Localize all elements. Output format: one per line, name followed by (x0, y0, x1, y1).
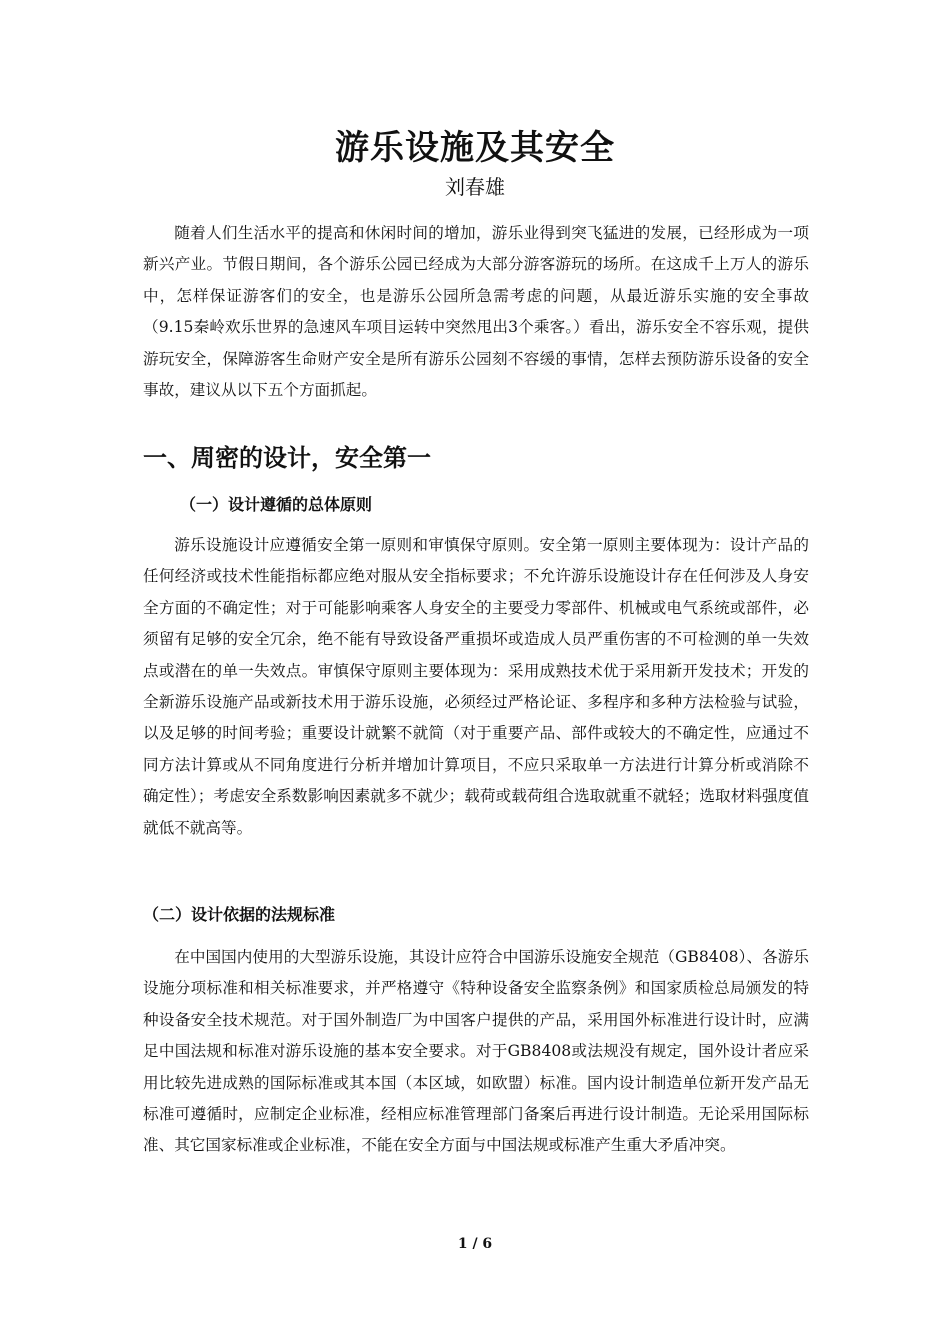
intro-paragraph: 随着人们生活水平的提高和休闲时间的增加，游乐业得到突飞猛进的发展，已经形成为一项新兴产业。节假日期间，各个游乐公园已经成为大部分游客游玩的场所。在这成千上万人的游乐中，怎样保证游客们的安全，也是游乐公园所急需考虑的问题，从最近游乐实施的安全事故（9.15秦岭欢乐世界的急速风车项目运转中突然甩出3个乘客。）看出，游乐安全不容乐观，提供游玩安全，保障游客生命财产安全是所有游乐公园刻不容缓的事情，怎样去预防游乐设备的安全事故，建议从以下五个方面抓起。 (143, 224, 809, 400)
document-author: 刘春雄 (445, 175, 505, 199)
page-number: 1 / 6 (457, 1236, 493, 1252)
document-title: 游乐设施及其安全 (335, 127, 615, 168)
subsection-heading-1: （一）设计遵循的总体原则 (180, 495, 373, 514)
subsection-heading-2: （二）设计依据的法规标准 (143, 905, 336, 924)
subsection-2-paragraph: 在中国国内使用的大型游乐设施，其设计应符合中国游乐设施安全规范（GB8408）、各游乐设施分项标准和相关标准要求，并严格遵守《特种设备安全监察条例》和国家质检总局颁发的特种设备安全技术规范。对于国外制造厂为中国客户提供的产品，采用国外标准进行设计时，应满足中国法规和标准对游乐设施的基本安全要求。对于GB8408或法规没有规定，国外设计者应采用比较先进成熟的国际标准或其本国（本区域，如欧盟）标准。国内设计制造单位新开发产品无标准可遵循时，应制定企业标准，经相应标准管理部门备案后再进行设计制造。无论采用国际标准、其它国家标准或企业标准，不能在安全方面与中国法规或标准产生重大矛盾冲突。 (143, 948, 809, 1155)
subsection-1-paragraph: 游乐设施设计应遵循安全第一原则和审慎保守原则。安全第一原则主要体现为：设计产品的任何经济或技术性能指标都应绝对服从安全指标要求；不允许游乐设施设计存在任何涉及人身安全方面的不确定性；对于可能影响乘客人身安全的主要受力零部件、机械或电气系统或部件，必须留有足够的安全冗余，绝不能有导致设备严重损坏或造成人员严重伤害的不可检测的单一失效点或潜在的单一失效点。审慎保守原则主要体现为：采用成熟技术优于采用新开发技术；开发的全新游乐设施产品或新技术用于游乐设施，必须经过严格论证、多程序和多种方法检验与试验，以及足够的时间考验；重要设计就繁不就简（对于重要产品、部件或较大的不确定性，应通过不同方法计算或从不同角度进行分析并增加计算项目，不应只采取单一方法进行计算分析或消除不确定性）；考虑安全系数影响因素就多不就少；载荷或载荷组合选取就重不就轻；选取材料强度值就低不就高等。 (143, 536, 809, 837)
section-heading-1: 一、周密的设计，安全第一 (143, 443, 431, 472)
